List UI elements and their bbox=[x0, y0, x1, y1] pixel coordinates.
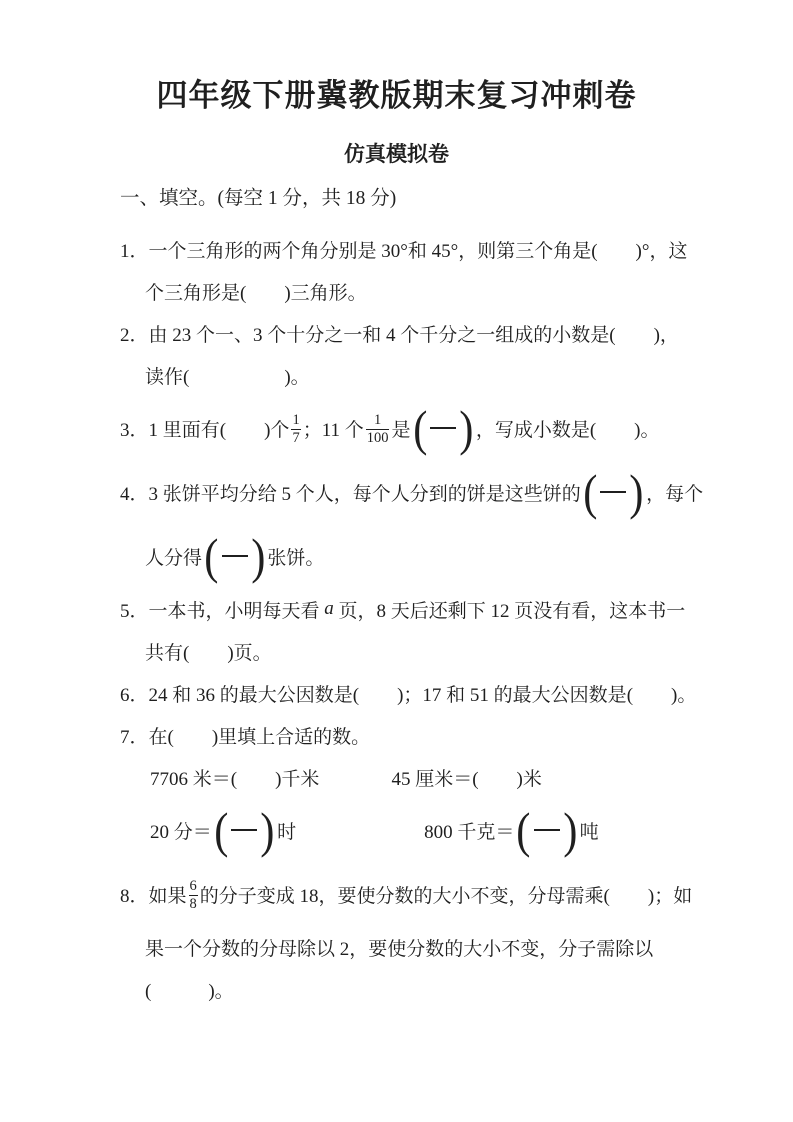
blank-fraction bbox=[582, 463, 645, 520]
question-text: ， bbox=[659, 324, 679, 346]
blank-fraction bbox=[515, 801, 578, 858]
question-text: 45 厘米＝ bbox=[391, 768, 473, 790]
blank-fraction bbox=[203, 527, 266, 584]
answer-blank: ( ) bbox=[352, 684, 404, 706]
right-paren: ) bbox=[629, 463, 644, 520]
question-text: °，这 bbox=[641, 240, 688, 262]
fraction-numerator: 6 bbox=[189, 878, 197, 895]
question-4-line bbox=[120, 460, 704, 524]
question-4-line bbox=[145, 524, 696, 588]
answer-blank: ( ) bbox=[609, 324, 660, 346]
question-1-line bbox=[120, 228, 696, 270]
fraction-numerator: 1 bbox=[292, 412, 300, 429]
column-gap bbox=[319, 777, 391, 778]
question-text: ；11 个 bbox=[302, 419, 364, 441]
question-text: 人分得 bbox=[145, 547, 203, 569]
answer-blank: ( ) bbox=[603, 885, 655, 907]
question-3-line bbox=[120, 396, 696, 460]
right-paren: ) bbox=[260, 801, 275, 858]
question-5-line bbox=[120, 588, 696, 630]
fraction bbox=[189, 878, 198, 911]
answer-blank: ( ) bbox=[183, 642, 234, 664]
fraction-denominator: 7 bbox=[292, 429, 300, 446]
question-text: 个 bbox=[270, 419, 290, 441]
questions bbox=[120, 228, 704, 1010]
question-text: 里填上合适的数。 bbox=[218, 726, 371, 748]
fraction-bar bbox=[534, 829, 560, 831]
question-8-line bbox=[120, 862, 696, 926]
question-text: ；如 bbox=[654, 885, 693, 907]
question-text: ，每个 bbox=[646, 483, 704, 505]
question-text: 果一个分数的分母除以 2，要使分数的大小不变，分子需除以 bbox=[145, 938, 654, 960]
question-text: 个三角形是 bbox=[145, 282, 241, 304]
question-text: 三角形。 bbox=[290, 282, 367, 304]
blank-fraction bbox=[213, 801, 276, 858]
answer-blank: ( ) bbox=[240, 282, 291, 304]
question-text: 800 千克＝ bbox=[424, 821, 515, 843]
fraction-bar bbox=[231, 829, 257, 831]
question-text: 页，8 天后还剩下 12 页没有看，这本书一 bbox=[333, 600, 686, 622]
fraction-bar bbox=[222, 555, 248, 557]
page-title: 四年级下册冀教版期末复习冲刺卷 bbox=[156, 78, 637, 113]
question-text: 2．由 23 个一、3 个十分之一和 4 个千分之一组成的小数是 bbox=[120, 324, 610, 346]
blank-fraction bbox=[412, 399, 475, 456]
question-2-line bbox=[120, 312, 696, 354]
fraction-numerator: 1 bbox=[373, 412, 382, 429]
fraction-denominator: 100 bbox=[366, 429, 389, 446]
question-2-line bbox=[145, 354, 696, 396]
question-text: 吨 bbox=[579, 821, 599, 843]
answer-blank: ( ) bbox=[589, 419, 641, 441]
answer-blank: ( ) bbox=[145, 980, 215, 1002]
answer-blank: ( ) bbox=[230, 768, 282, 790]
question-text: 是 bbox=[391, 419, 411, 441]
right-paren: ) bbox=[563, 801, 578, 858]
answer-blank: ( ) bbox=[626, 684, 678, 706]
answer-blank: ( ) bbox=[472, 768, 523, 790]
question-text: 读作 bbox=[145, 366, 184, 388]
section-heading: 一、填空。(每空 1 分，共 18 分) bbox=[120, 188, 397, 209]
left-paren: ( bbox=[583, 463, 598, 520]
answer-blank: ( ) bbox=[167, 726, 219, 748]
question-text: 3．1 里面有 bbox=[120, 419, 220, 441]
question-text: 张饼。 bbox=[267, 547, 325, 569]
right-paren: ) bbox=[459, 399, 474, 456]
left-paren: ( bbox=[204, 527, 219, 584]
column-gap bbox=[296, 830, 424, 831]
answer-blank: ( ) bbox=[183, 366, 291, 388]
question-5-line bbox=[145, 630, 696, 672]
left-paren: ( bbox=[214, 801, 229, 858]
question-text: 。 bbox=[677, 684, 697, 706]
answer-blank: ( ) bbox=[591, 240, 642, 262]
question-text: 20 分＝ bbox=[150, 821, 212, 843]
question-text: 千米 bbox=[281, 768, 320, 790]
question-7-line bbox=[120, 714, 696, 756]
question-text: 7．在 bbox=[120, 726, 168, 748]
fraction-bar bbox=[430, 427, 456, 429]
question-text: 1．一个三角形的两个角分别是 30°和 45°，则第三个角是 bbox=[120, 240, 592, 262]
question-text: 页。 bbox=[233, 642, 272, 664]
question-text: 8．如果 bbox=[120, 885, 187, 907]
page-content bbox=[120, 182, 704, 1010]
question-text: ；17 和 51 的最大公因数是 bbox=[403, 684, 627, 706]
question-1-line bbox=[145, 270, 696, 312]
question-6-line bbox=[120, 672, 696, 714]
question-text: 米 bbox=[522, 768, 542, 790]
fraction bbox=[366, 412, 390, 445]
question-text: ，写成小数是 bbox=[475, 419, 590, 441]
left-paren: ( bbox=[412, 399, 427, 456]
left-paren: ( bbox=[516, 801, 531, 858]
question-text: 时 bbox=[277, 821, 297, 843]
question-7-line bbox=[150, 756, 696, 798]
page-subtitle: 仿真模拟卷 bbox=[344, 143, 449, 166]
question-text: 6．24 和 36 的最大公因数是 bbox=[120, 684, 353, 706]
fraction-denominator: 8 bbox=[189, 895, 197, 912]
right-paren: ) bbox=[250, 527, 266, 584]
question-8-line bbox=[145, 926, 696, 968]
question-8-line bbox=[145, 968, 696, 1010]
question-text: 的分子变成 18，要使分数的大小不变，分母需乘 bbox=[199, 885, 604, 907]
fraction bbox=[291, 412, 300, 445]
question-7-line bbox=[150, 798, 696, 862]
question-text: 4．3 张饼平均分给 5 个人，每个人分到的饼是这些饼的 bbox=[120, 483, 581, 505]
question-text: 。 bbox=[290, 366, 310, 388]
question-text: 7706 米＝ bbox=[150, 768, 231, 790]
question-text: 。 bbox=[640, 419, 660, 441]
answer-blank: ( ) bbox=[219, 419, 271, 441]
question-text: 5．一本书，小明每天看 bbox=[120, 600, 325, 622]
question-text: 。 bbox=[214, 980, 234, 1002]
question-text: 共有 bbox=[145, 642, 184, 664]
question-text: a bbox=[324, 598, 334, 619]
fraction-bar bbox=[600, 491, 626, 493]
